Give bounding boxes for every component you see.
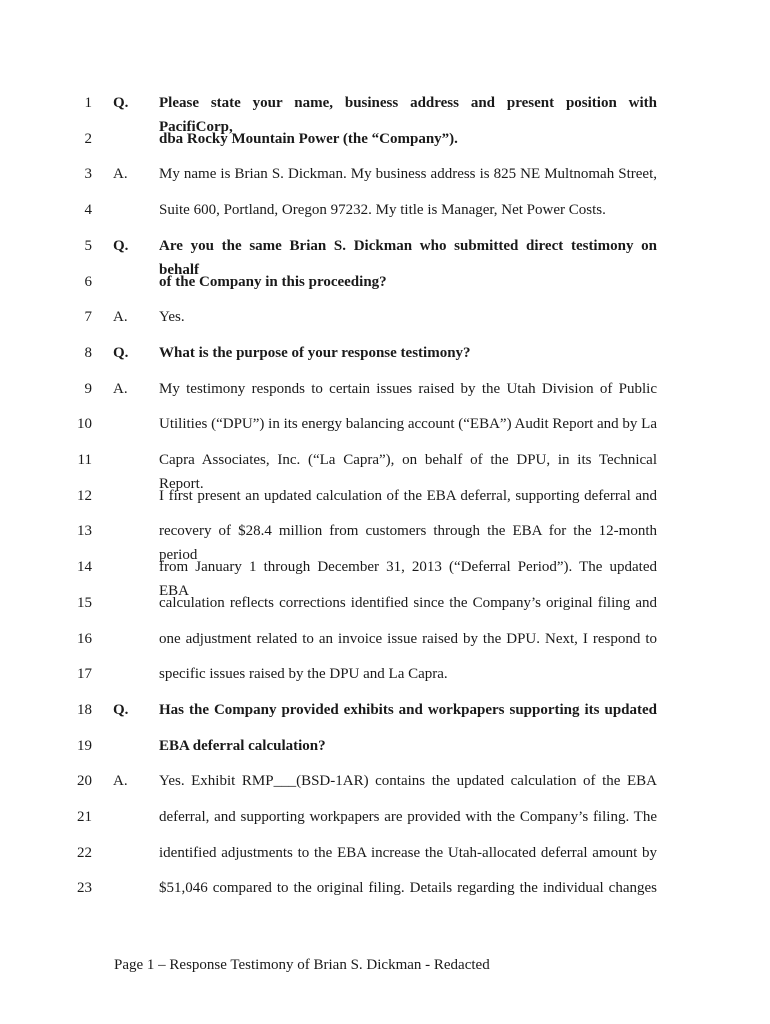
line-21 <box>0 805 770 829</box>
answer-label: A. <box>113 166 128 183</box>
answer-text: Suite 600, Portland, Oregon 97232. My title is Manager, Net Power Costs. <box>159 202 606 219</box>
question-text: What is the purpose of your response testimony? <box>159 344 471 361</box>
answer-text: one adjustment related to an invoice issue raised by the DPU. Next, I respond to <box>159 630 657 647</box>
line-number: 22 <box>77 844 92 861</box>
line-9 <box>0 377 770 401</box>
answer-text: deferral, and supporting workpapers are provided with the Company’s filing. The <box>159 809 657 825</box>
line-4 <box>0 198 770 222</box>
line-12 <box>0 484 770 508</box>
line-number: 15 <box>77 594 92 611</box>
line-11 <box>0 448 770 492</box>
line-18 <box>0 698 770 722</box>
line-number: 3 <box>84 166 92 183</box>
line-3 <box>0 162 770 186</box>
answer-text: $51,046 compared to the original filing. Details regarding the individual changes <box>159 880 657 897</box>
answer-text: identified adjustments to the EBA increase the Utah-allocated deferral amount by <box>159 844 657 861</box>
line-22 <box>0 841 770 865</box>
answer-text: from January 1 through December 31, 2013 (“Deferral Period”). The updated EBA <box>159 559 657 600</box>
line-number: 17 <box>77 666 92 683</box>
answer-text: Utilities (“DPU”) in its energy balancing account (“EBA”) Audit Report and by La <box>159 416 657 433</box>
line-number: 21 <box>77 809 92 825</box>
line-number: 20 <box>77 773 92 790</box>
line-2 <box>0 127 770 151</box>
question-text: Has the Company provided exhibits and workpapers supporting its updated <box>159 701 657 718</box>
question-text: dba Rocky Mountain Power (the “Company”). <box>159 130 458 147</box>
line-16 <box>0 627 770 651</box>
answer-label: A. <box>113 773 128 790</box>
line-13 <box>0 519 770 564</box>
answer-text: specific issues raised by the DPU and La Capra. <box>159 666 448 683</box>
line-number: 6 <box>84 273 92 290</box>
line-20 <box>0 769 770 793</box>
question-label: Q. <box>113 237 129 254</box>
answer-text: Yes. Exhibit RMP___(BSD-1AR) contains the updated calculation of the EBA <box>159 773 657 790</box>
answer-text: My testimony responds to certain issues raised by the Utah Division of Public <box>159 380 657 397</box>
question-text: of the Company in this proceeding? <box>159 273 387 290</box>
line-1 <box>0 91 770 135</box>
line-10 <box>0 412 770 436</box>
question-text: Please state your name, business address and present position with PacifiCorp, <box>159 95 657 135</box>
line-number: 9 <box>84 380 92 397</box>
line-number: 11 <box>77 452 92 468</box>
line-number: 1 <box>84 95 92 111</box>
line-number: 4 <box>84 202 92 219</box>
line-7 <box>0 305 770 329</box>
line-23 <box>0 876 770 900</box>
line-number: 7 <box>84 309 92 326</box>
line-number: 12 <box>77 487 92 504</box>
page-footer: Page 1 – Response Testimony of Brian S. Dickman - Redacted <box>114 957 490 973</box>
line-17 <box>0 662 770 686</box>
answer-text: My name is Brian S. Dickman. My business address is 825 NE Multnomah Street, <box>159 166 657 183</box>
line-number: 10 <box>77 416 92 433</box>
line-number: 5 <box>84 237 92 254</box>
line-19 <box>0 734 770 758</box>
question-label: Q. <box>113 95 129 111</box>
answer-label: A. <box>113 309 128 326</box>
question-text: EBA deferral calculation? <box>159 737 326 754</box>
answer-text: I first present an updated calculation of the EBA deferral, supporting deferral and <box>159 487 657 504</box>
line-number: 16 <box>77 630 92 647</box>
question-label: Q. <box>113 344 129 361</box>
answer-text: calculation reflects corrections identified since the Company’s original filing and <box>159 594 657 611</box>
line-number: 2 <box>84 130 92 147</box>
answer-text: Yes. <box>159 309 185 326</box>
line-number: 18 <box>77 701 92 718</box>
question-text: Are you the same Brian S. Dickman who submitted direct testimony on behalf <box>159 237 657 278</box>
line-number: 13 <box>77 523 92 540</box>
answer-label: A. <box>113 380 128 397</box>
line-number: 14 <box>77 559 92 576</box>
answer-text: recovery of $28.4 million from customers through the EBA for the 12-month period <box>159 523 657 564</box>
line-8 <box>0 341 770 365</box>
line-number: 8 <box>84 344 92 361</box>
line-6 <box>0 270 770 294</box>
question-label: Q. <box>113 701 129 718</box>
line-14 <box>0 555 770 600</box>
line-number: 23 <box>77 880 92 897</box>
line-15 <box>0 591 770 615</box>
line-5 <box>0 234 770 278</box>
line-number: 19 <box>77 737 92 754</box>
answer-text: Capra Associates, Inc. (“La Capra”), on behalf of the DPU, in its Technical Report. <box>159 452 657 492</box>
